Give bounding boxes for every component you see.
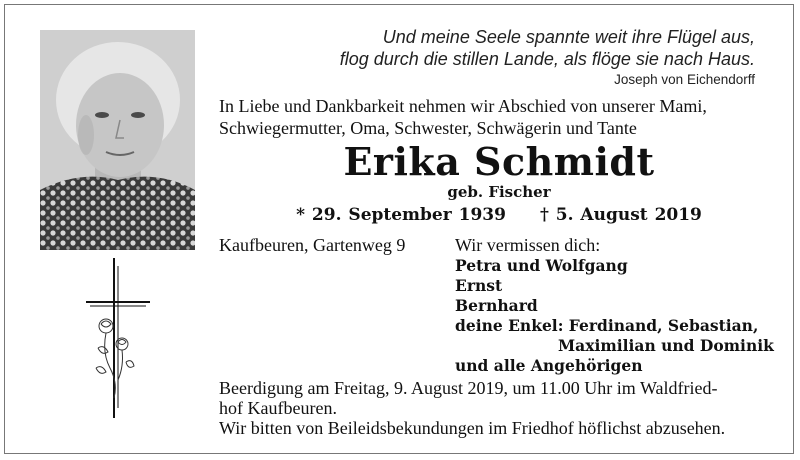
- poem-author: Joseph von Eichendorff: [614, 72, 755, 87]
- footer-line-3: Wir bitten von Beileidsbekundungen im Friedhof höflichst abzusehen.: [219, 418, 726, 438]
- maiden-name: geb. Fischer: [447, 183, 551, 201]
- intro-line-1: In Liebe und Dankbarkeit nehmen wir Abschied von unserer Mami,: [219, 96, 707, 116]
- poem-line-1: Und meine Seele spannte weit ihre Flügel aus,: [382, 27, 755, 47]
- cross-with-roses-icon: [84, 258, 154, 418]
- portrait-photo: [40, 30, 195, 250]
- death-date: † 5. August 2019: [539, 205, 702, 225]
- life-dates: [219, 203, 779, 227]
- birth-date: * 29. September 1939: [296, 205, 506, 225]
- mourners-list: [455, 234, 785, 376]
- poem-line-2: flog durch die stillen Lande, als flöge sie nach Haus.: [339, 49, 755, 69]
- mourner-line: Petra und Wolfgang: [455, 256, 628, 275]
- deceased-name: Erika Schmidt: [343, 139, 655, 184]
- mourner-line: Ernst: [455, 276, 503, 295]
- mourner-line: und alle Angehörigen: [455, 356, 643, 375]
- footer-line-2: hof Kaufbeuren.: [219, 398, 337, 418]
- mourners-heading: Wir vermissen dich:: [455, 235, 601, 255]
- intro-text: [219, 95, 779, 139]
- intro-line-2: Schwiegermutter, Oma, Schwester, Schwägerin und Tante: [219, 118, 637, 138]
- mourner-line: Bernhard: [455, 296, 538, 315]
- poem-quote: [195, 26, 755, 90]
- mourner-line: Maximilian und Dominik: [558, 336, 774, 355]
- funeral-info: [219, 378, 779, 438]
- mourner-line: deine Enkel: Ferdinand, Sebastian,: [455, 316, 759, 335]
- family-address: Kaufbeuren, Gartenweg 9: [219, 235, 406, 255]
- footer-line-1: Beerdigung am Freitag, 9. August 2019, um 11.00 Uhr im Waldfried-: [219, 378, 718, 398]
